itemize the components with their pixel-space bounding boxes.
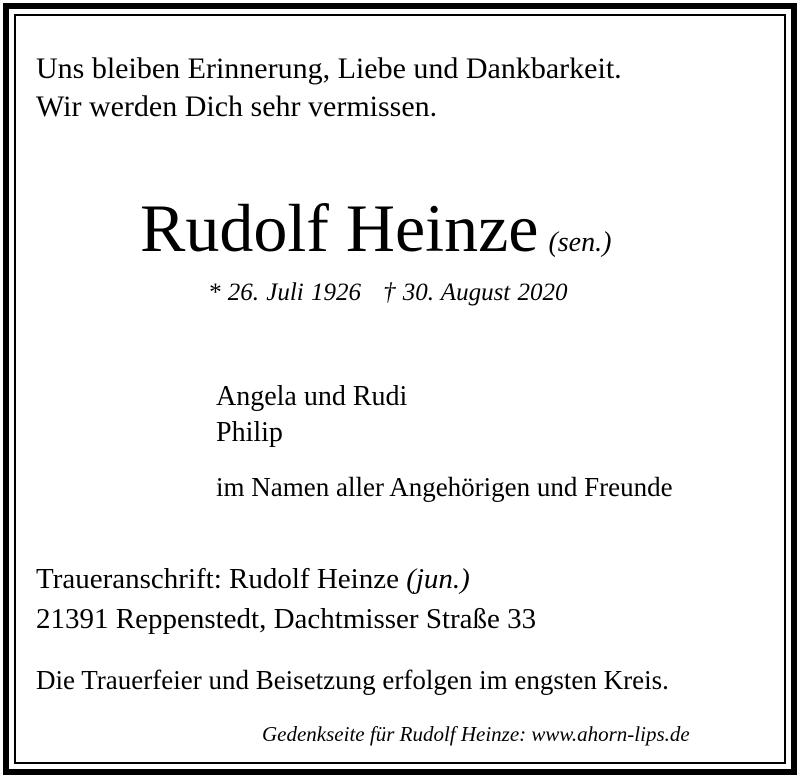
quote-line-2: Wir werden Dich sehr vermissen.	[36, 90, 438, 123]
address-line-2: 21391 Reppenstedt, Dachtmisser Straße 33	[36, 603, 537, 635]
memorial-page-link[interactable]: Gedenkseite für Rudolf Heinze: www.ahorn-lips.de	[262, 722, 690, 746]
family-line-1: Angela und Rudi	[216, 381, 408, 412]
address-line-1	[36, 565, 470, 594]
address-suffix: (jun.)	[406, 563, 470, 595]
death-date: † 30. August 2020	[383, 279, 568, 306]
ceremony-note: Die Trauerfeier und Beisetzung erfolgen im engsten Kreis.	[36, 665, 669, 695]
family-line-3: im Namen aller Angehörigen und Freunde	[216, 472, 673, 502]
deceased-suffix: (sen.)	[548, 227, 612, 258]
deceased-name: Rudolf Heinze	[140, 190, 539, 266]
quote-line-1: Uns bleiben Erinnerung, Liebe und Dankbarkeit.	[36, 52, 622, 85]
deceased-name-block	[140, 190, 612, 266]
address-label: Traueranschrift: Rudolf Heinze	[36, 563, 399, 595]
life-dates	[208, 280, 568, 305]
family-line-2: Philip	[216, 417, 283, 448]
birth-date: * 26. Juli 1926	[208, 279, 361, 306]
